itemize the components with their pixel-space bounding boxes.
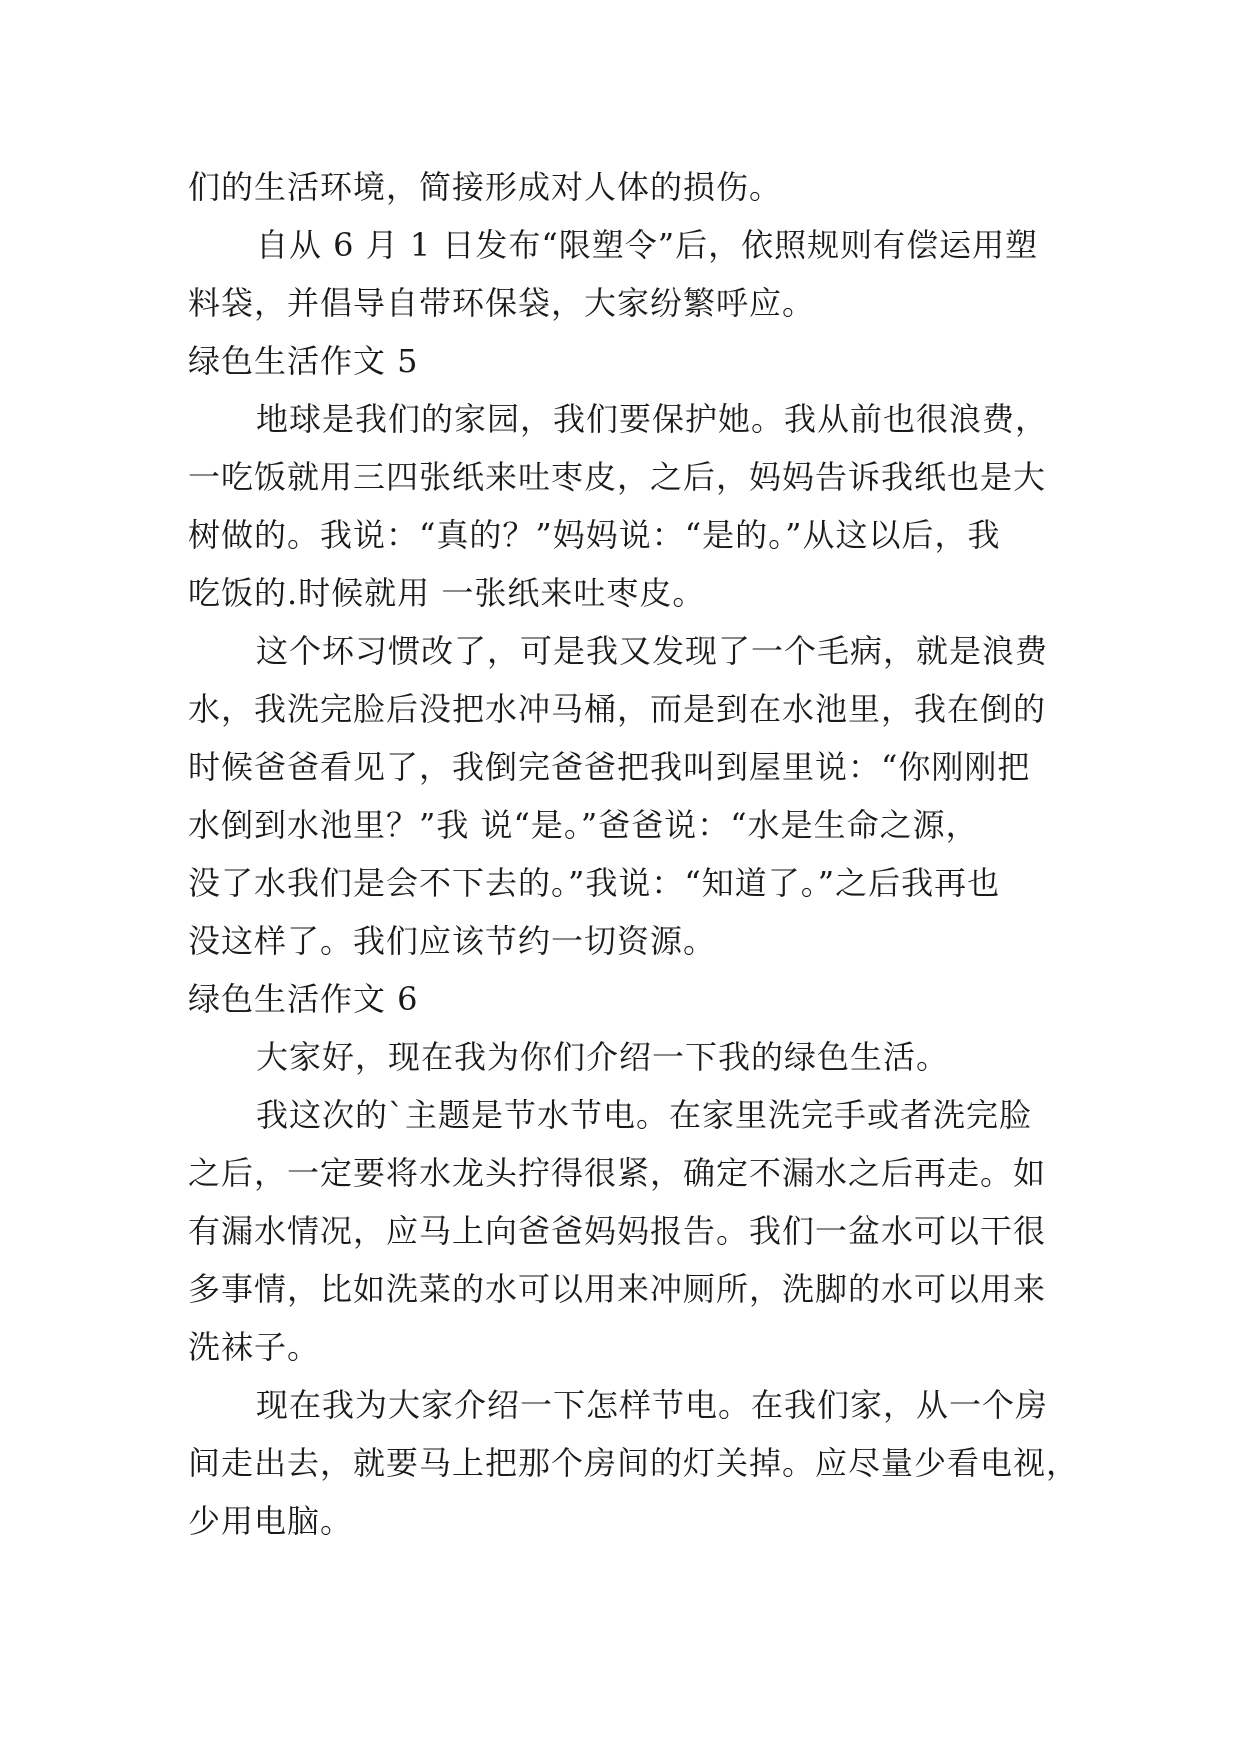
section-heading: 绿色生活作文 5	[188, 342, 419, 380]
text-line: 有漏水情况，应马上向爸爸妈妈报告。我们一盆水可以干很	[188, 1212, 1047, 1250]
text-line: 之后，一定要将水龙头拧得很紧，确定不漏水之后再走。如	[188, 1154, 1047, 1192]
document-body	[188, 158, 1080, 1550]
text-line: 洗袜子。	[188, 1328, 321, 1366]
text-line: 没这样了。我们应该节约一切资源。	[188, 922, 717, 960]
text-line: 水，我洗完脸后没把水冲马桶，而是到在水池里，我在倒的	[188, 690, 1047, 728]
section-heading: 绿色生活作文 6	[188, 980, 419, 1018]
text-line: 树做的。我说：“真的？”妈妈说：“是的。”从这以后，我	[188, 516, 1001, 554]
text-line: 我这次的`主题是节水节电。在家里洗完手或者洗完脸	[256, 1096, 1033, 1134]
text-line: 大家好，现在我为你们介绍一下我的绿色生活。	[256, 1038, 950, 1076]
text-line: 没了水我们是会不下去的。”我说：“知道了。”之后我再也	[188, 864, 1001, 902]
text-line: 水倒到水池里？”我 说“是。”爸爸说：“水是生命之源，	[188, 806, 979, 844]
text-line: 料袋，并倡导自带环保袋，大家纷繁呼应。	[188, 284, 816, 322]
text-line: 地球是我们的家园，我们要保护她。我从前也很浪费，	[256, 400, 1049, 438]
text-line: 这个坏习惯改了，可是我又发现了一个毛病，就是浪费	[256, 632, 1049, 670]
text-line: 多事情，比如洗菜的水可以用来冲厕所，洗脚的水可以用来	[188, 1270, 1047, 1308]
text-line: 们的生活环境，简接形成对人体的损伤。	[188, 168, 783, 206]
text-line: 吃饭的.时候就用 一张纸来吐枣皮。	[188, 574, 706, 612]
text-line: 现在我为大家介绍一下怎样节电。在我们家，从一个房	[256, 1386, 1049, 1424]
text-line: 时候爸爸看见了，我倒完爸爸把我叫到屋里说：“你刚刚把	[188, 748, 1031, 786]
text-line: 少用电脑。	[188, 1502, 354, 1540]
text-line: 一吃饭就用三四张纸来吐枣皮，之后，妈妈告诉我纸也是大	[188, 458, 1047, 496]
text-line: 自从 6 月 1 日发布“限塑令”后，依照规则有偿运用塑	[256, 226, 1039, 264]
text-line: 间走出去，就要马上把那个房间的灯关掉。应尽量少看电视，	[188, 1444, 1080, 1482]
